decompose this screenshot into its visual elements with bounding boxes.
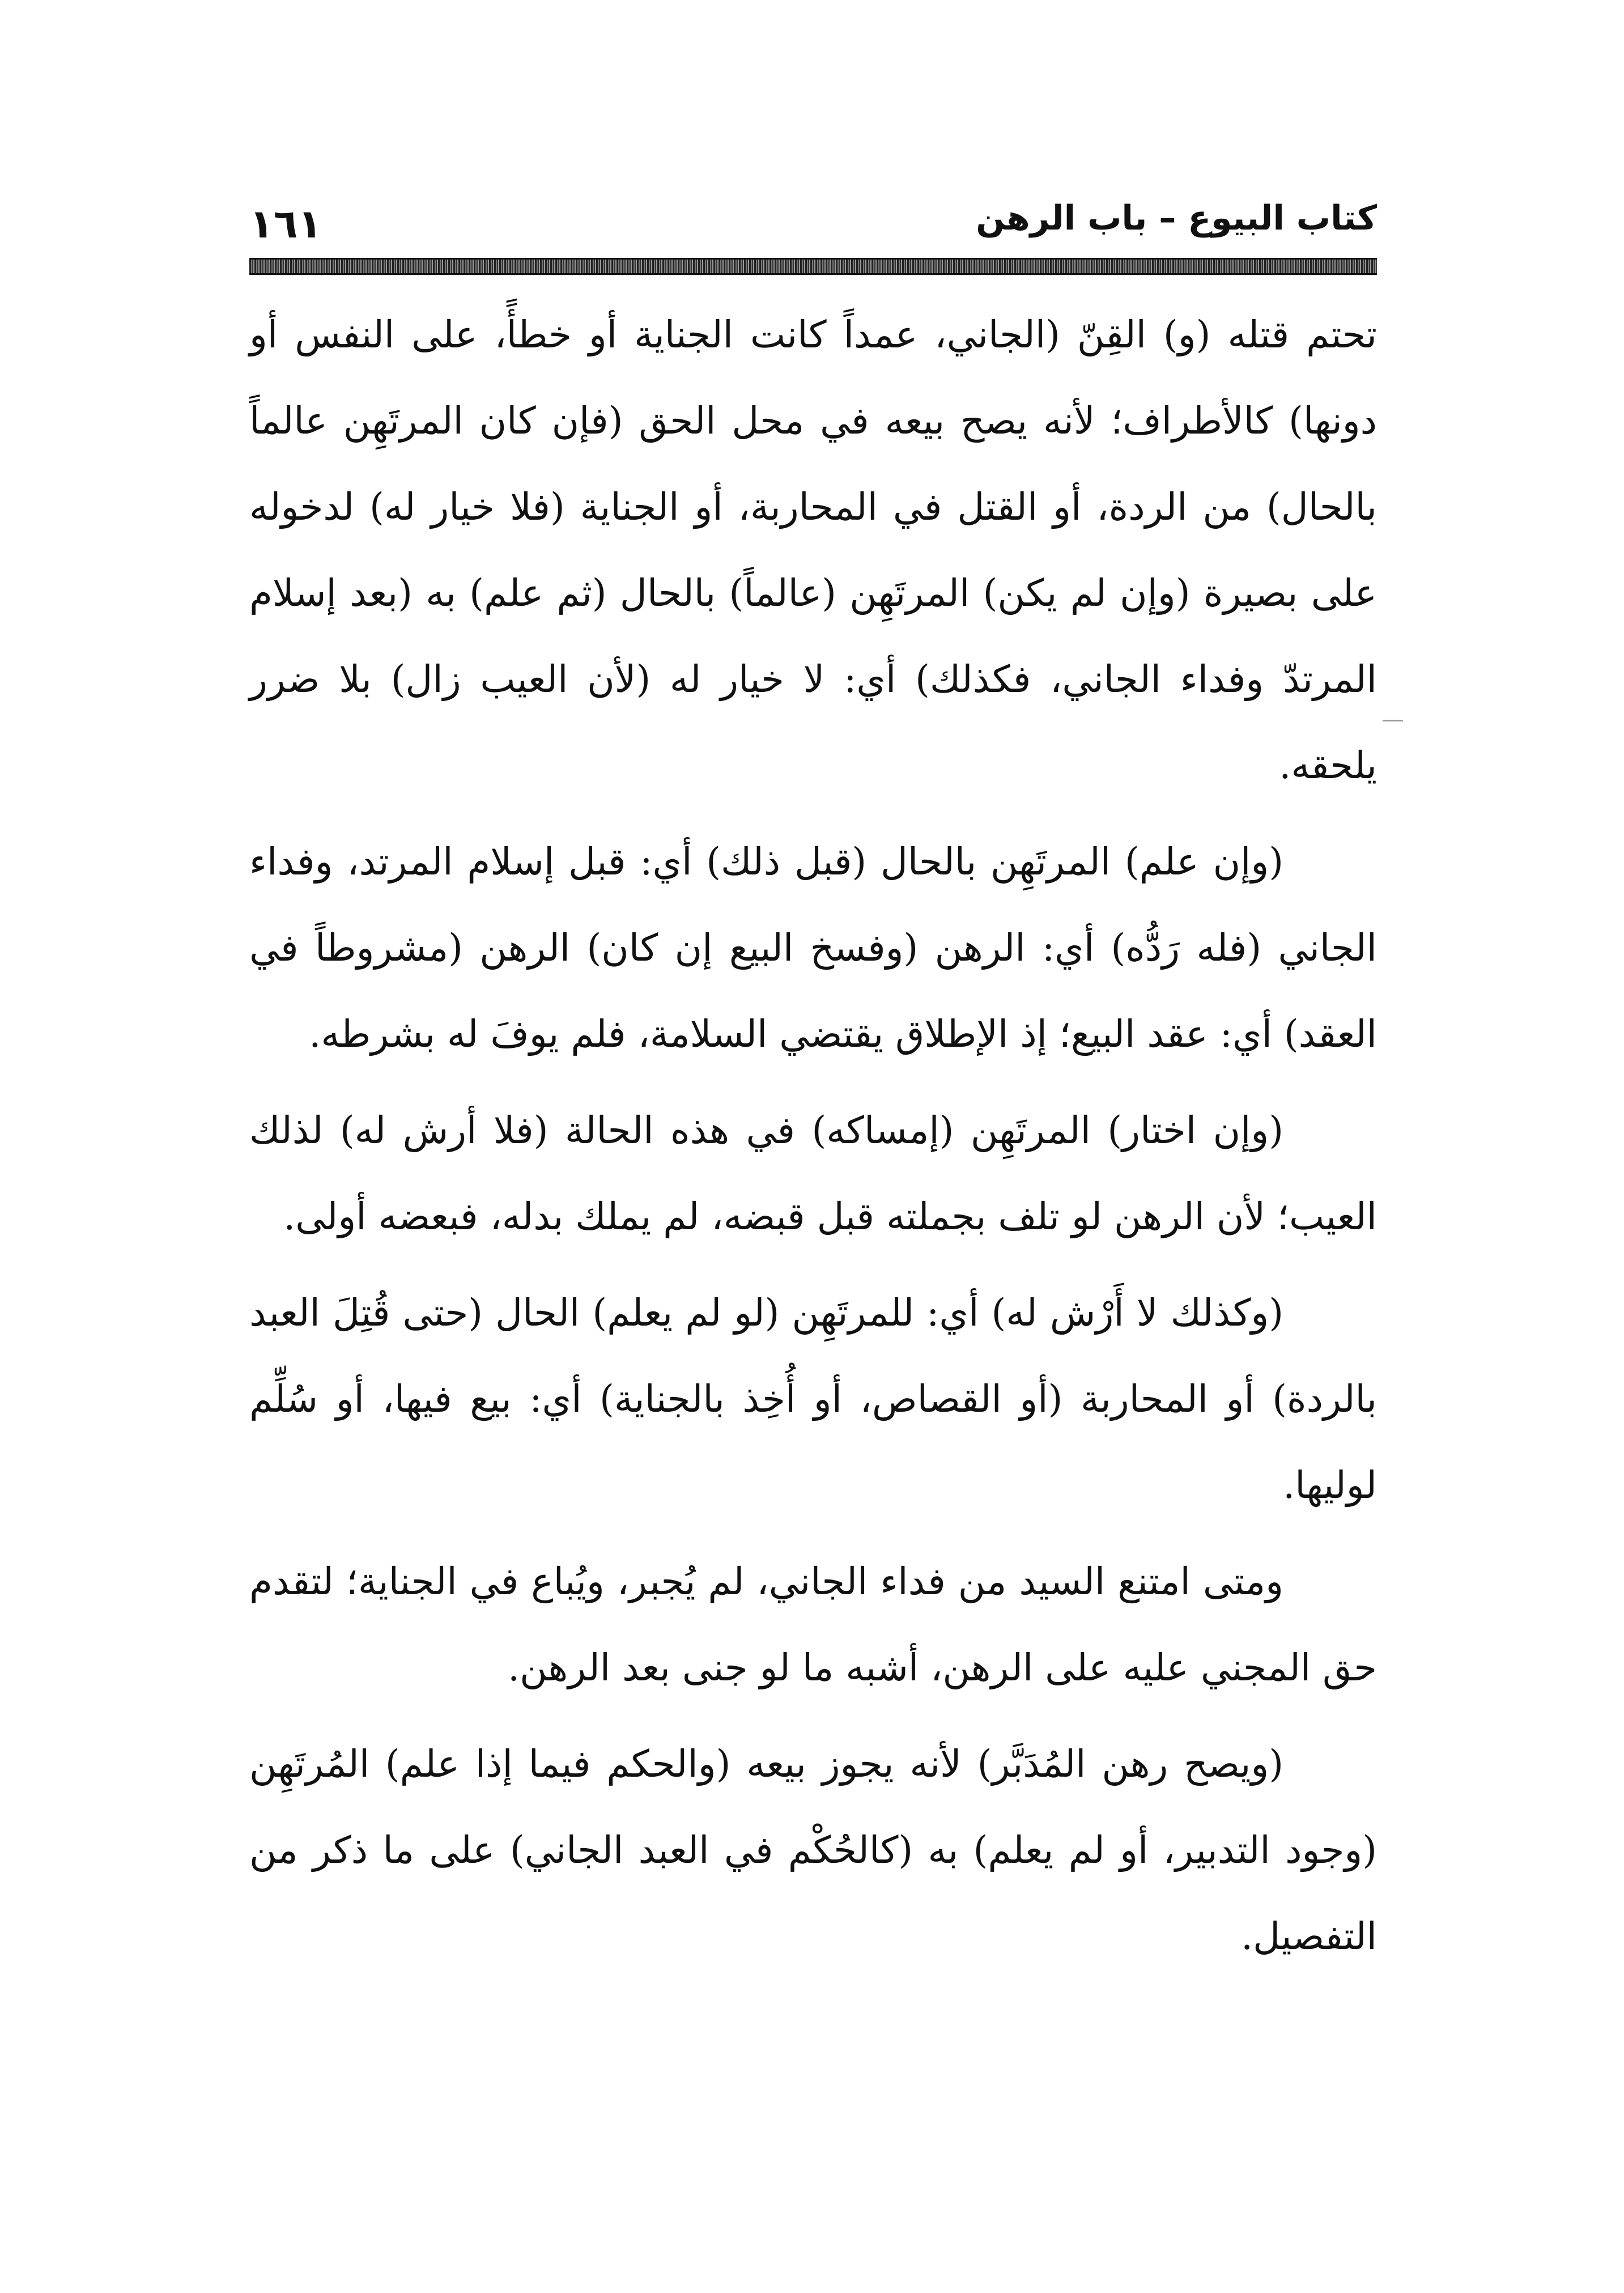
- page-number: ١٦١: [249, 201, 322, 247]
- paragraph-5: ومتى امتنع السيد من فداء الجاني، لم يُجبر، ويُباع في الجناية؛ لتقدم حق المجني عليه على الرهن، أشبه ما لو جنى بعد الرهن.: [249, 1560, 1377, 1689]
- paragraph-4: (وكذلك لا أَرْش له) أي: للمرتَهِن (لو لم يعلم) الحال (حتى قُتِلَ العبد بالردة) أو المحاربة (أو القصاص، أو أُخِذ بالجناية) أي: بيع فيها، أو سُلِّم لوليها.: [249, 1291, 1377, 1507]
- paragraph-1: تحتم قتله (و) القِنّ (الجاني، عمداً كانت الجناية أو خطأً، على النفس أو دونها) كالأطراف؛ لأنه يصح بيعه في محل الحق (فإن كان المرتَهِن عالماً بالحال) من الردة، أو القتل في المحاربة، أو الجناية (فلا خيار له) لدخوله على بصيرة (وإن لم يكن) المرتَهِن (عالماً) بالحال (ثم علم) به (بعد إسلام المرتدّ وفداء الجاني، فكذلك) أي: لا خيار له (لأن العيب زال) بلا ضرر يلحقه.: [249, 313, 1377, 787]
- running-header: [249, 184, 1377, 258]
- margin-mark: [1383, 720, 1403, 721]
- paragraph-3: (وإن اختار) المرتَهِن (إمساكه) في هذه الحالة (فلا أرش له) لذلك العيب؛ لأن الرهن لو تلف بجملته قبل قبضه، لم يملك بدله، فبعضه أولى.: [249, 1109, 1377, 1238]
- paragraph-2: (وإن علم) المرتَهِن بالحال (قبل ذلك) أي: قبل إسلام المرتد، وفداء الجاني (فله رَدُّه) أي: الرهن (وفسخ البيع إن كان) الرهن (مشروطاً في العقد) أي: عقد البيع؛ إذ الإطلاق يقتضي السلامة، فلم يوفَ له بشرطه.: [249, 840, 1377, 1056]
- header-rule: [249, 258, 1377, 275]
- body-text: [249, 292, 1377, 1990]
- chapter-title: كتاب البيوع – باب الرهن: [976, 198, 1377, 238]
- paragraph-6: (ويصح رهن المُدَبَّر) لأنه يجوز بيعه (والحكم فيما إذا علم) المُرتَهِن (وجود التدبير، أو لم يعلم) به (كالحُكْم في العبد الجاني) على ما ذكر من التفصيل.: [249, 1742, 1377, 1958]
